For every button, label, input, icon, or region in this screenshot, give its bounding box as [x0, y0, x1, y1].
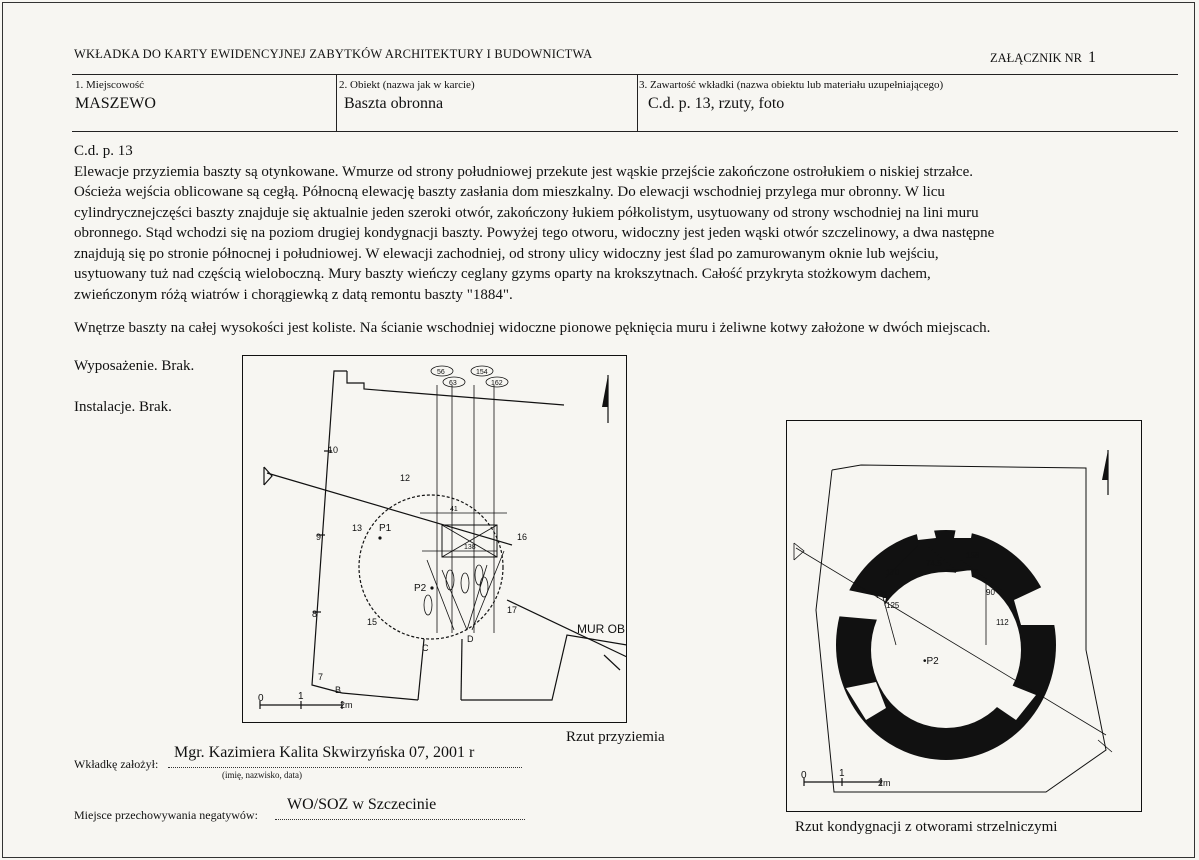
label-dim-138: 138: [464, 544, 476, 551]
scale-0: 0: [801, 770, 807, 781]
equipment-text: Wyposażenie. Brak.: [74, 358, 195, 374]
object-value: Baszta obronna: [344, 95, 444, 112]
field-divider-1: [336, 75, 337, 131]
label-dim-41: 41: [450, 506, 458, 513]
label-dim-162: 162: [491, 380, 503, 387]
storage-label: Miejsce przechowywania negatywów:: [74, 808, 258, 822]
field-divider-2: [637, 75, 638, 131]
founder-hint: (imię, nazwisko, data): [222, 770, 302, 780]
scale-0: 0: [258, 693, 264, 704]
ground-plan-caption: Rzut przyziemia: [566, 729, 665, 745]
object-label: 2. Obiekt (nazwa jak w karcie): [339, 79, 475, 91]
label-c: C: [422, 643, 429, 653]
label-p1: P1: [379, 523, 392, 534]
locality-label: 1. Miejscowość: [75, 79, 145, 91]
section-line: [267, 473, 512, 545]
contents-label: 3. Zawartość wkładki (nazwa obiektu lub materiału uzupełniającego): [639, 79, 944, 91]
scale-2m: 2m: [878, 778, 891, 788]
passage-line: [342, 693, 418, 700]
label-d: D: [467, 634, 474, 644]
scale-1: 1: [839, 768, 845, 779]
label-mur-ob: MUR OB: [577, 622, 625, 636]
contents-value: C.d. p. 13, rzuty, foto: [648, 95, 785, 112]
description-heading: C.d. p. 13: [74, 143, 133, 159]
annex-number: 1: [1088, 49, 1097, 66]
description-line: usytuowany tuż nad częścią wieloboczną. Mury baszty wieńczy ceglany gzyms oparty na krokszytnach. Całość przykryta stożkowym dachem,: [74, 266, 931, 282]
label-dim-158: 158: [966, 551, 980, 560]
description-line: Elewacje przyziemia baszty są otynkowane. Wmurze od strony południowej przekute jest wąskie przejście zakończone ostrołukiem o niskiej strzałce.: [74, 163, 973, 180]
passage-line: [461, 639, 462, 700]
label-dim-56: 56: [437, 369, 445, 376]
north-arrow-icon: [602, 375, 608, 423]
tower-ring: [824, 478, 1068, 760]
label-10: 10: [328, 445, 339, 455]
installations-text: Instalacje. Brak.: [74, 399, 172, 415]
label-7: 7: [318, 672, 324, 682]
description-line: cylindrycznejczęści baszty znajduje się aktualnie jeden szeroki otwór, zakończony łukiem półkolistym, usytuowany od strony wschodniej na lini muru: [74, 204, 979, 221]
north-arrow-icon: [1102, 450, 1108, 495]
label-16: 16: [517, 532, 528, 542]
label-dim-125: 125: [886, 601, 900, 610]
label-17: 17: [507, 605, 518, 615]
label-b: B: [335, 685, 342, 695]
description-text: [74, 141, 1164, 305]
description-line: Ościeża wejścia oblicowane są cegłą. Północną elewację baszty zasłania dom mieszkalny. Do elewacji wschodniej przylega mur obronny. W licu: [74, 184, 945, 200]
description-line: znajdują się po stronie północnej i południowej. W elewacji zachodniej, od strony ulicy widoczny jest ślad po zamurowanym oknie lub wejściu,: [74, 245, 939, 262]
label-dim-154: 154: [476, 369, 488, 376]
scale-2m: 2m: [340, 700, 353, 710]
header-bottom-rule: [72, 131, 1178, 132]
locality-value: MASZEWO: [75, 95, 156, 112]
description-line: obronnego. Stąd wchodzi się na poziom drugiej kondygnacji baszty. Powyżej tego otworu, widoczny jest jeden wąski otwór szczelinowy, a dwa następne: [74, 225, 995, 241]
storage-dotted-line: [275, 818, 525, 820]
interior-text: Wnętrze baszty na całej wysokości jest koliste. Na ścianie wschodniej widoczne pionowe pęknięcia muru i żeliwne kotwy założone w dwóch miejscach.: [74, 320, 991, 336]
header-top-rule: [72, 74, 1178, 75]
north-wall: [347, 371, 564, 405]
label-dim-63: 63: [449, 380, 457, 387]
form-title: WKŁADKA DO KARTY EWIDENCYJNEJ ZABYTKÓW ARCHITEKTURY I BUDOWNICTWA: [74, 47, 593, 61]
label-15: 15: [367, 617, 378, 627]
label-dim-170: 170: [886, 568, 900, 577]
label-dim-74-5: 74.5: [926, 559, 942, 568]
upper-floor-plan: [786, 420, 1142, 812]
storage-value: WO/SOZ w Szczecinie: [287, 796, 437, 813]
founder-value: Mgr. Kazimiera Kalita Skwirzyńska 07, 2001 r: [174, 744, 475, 761]
annex-label: [990, 49, 1096, 67]
upper-plan-caption: Rzut kondygnacji z otworami strzelniczymi: [795, 819, 1058, 835]
label-13: 13: [352, 523, 363, 533]
label-12: 12: [400, 473, 411, 483]
label-p1: P1: [876, 590, 889, 601]
label-p2: P2: [414, 583, 427, 594]
label-dim-90: 90: [986, 588, 995, 597]
description-line: zwieńczonym różą wiatrów i chorągiewką z datą remontu baszty "1884".: [74, 286, 513, 303]
scale-1: 1: [298, 691, 304, 702]
ground-floor-plan: [242, 355, 627, 723]
label-dim-112: 112: [996, 618, 1009, 627]
label-9: 9: [316, 532, 322, 542]
annex-label-text: ZAŁĄCZNIK NR: [990, 51, 1083, 65]
label-8: 8: [312, 609, 318, 619]
label-p2: •P2: [923, 656, 939, 667]
plan-border: [243, 356, 627, 723]
founder-dotted-line: [168, 766, 522, 768]
founder-label: Wkładkę założył:: [74, 757, 159, 771]
